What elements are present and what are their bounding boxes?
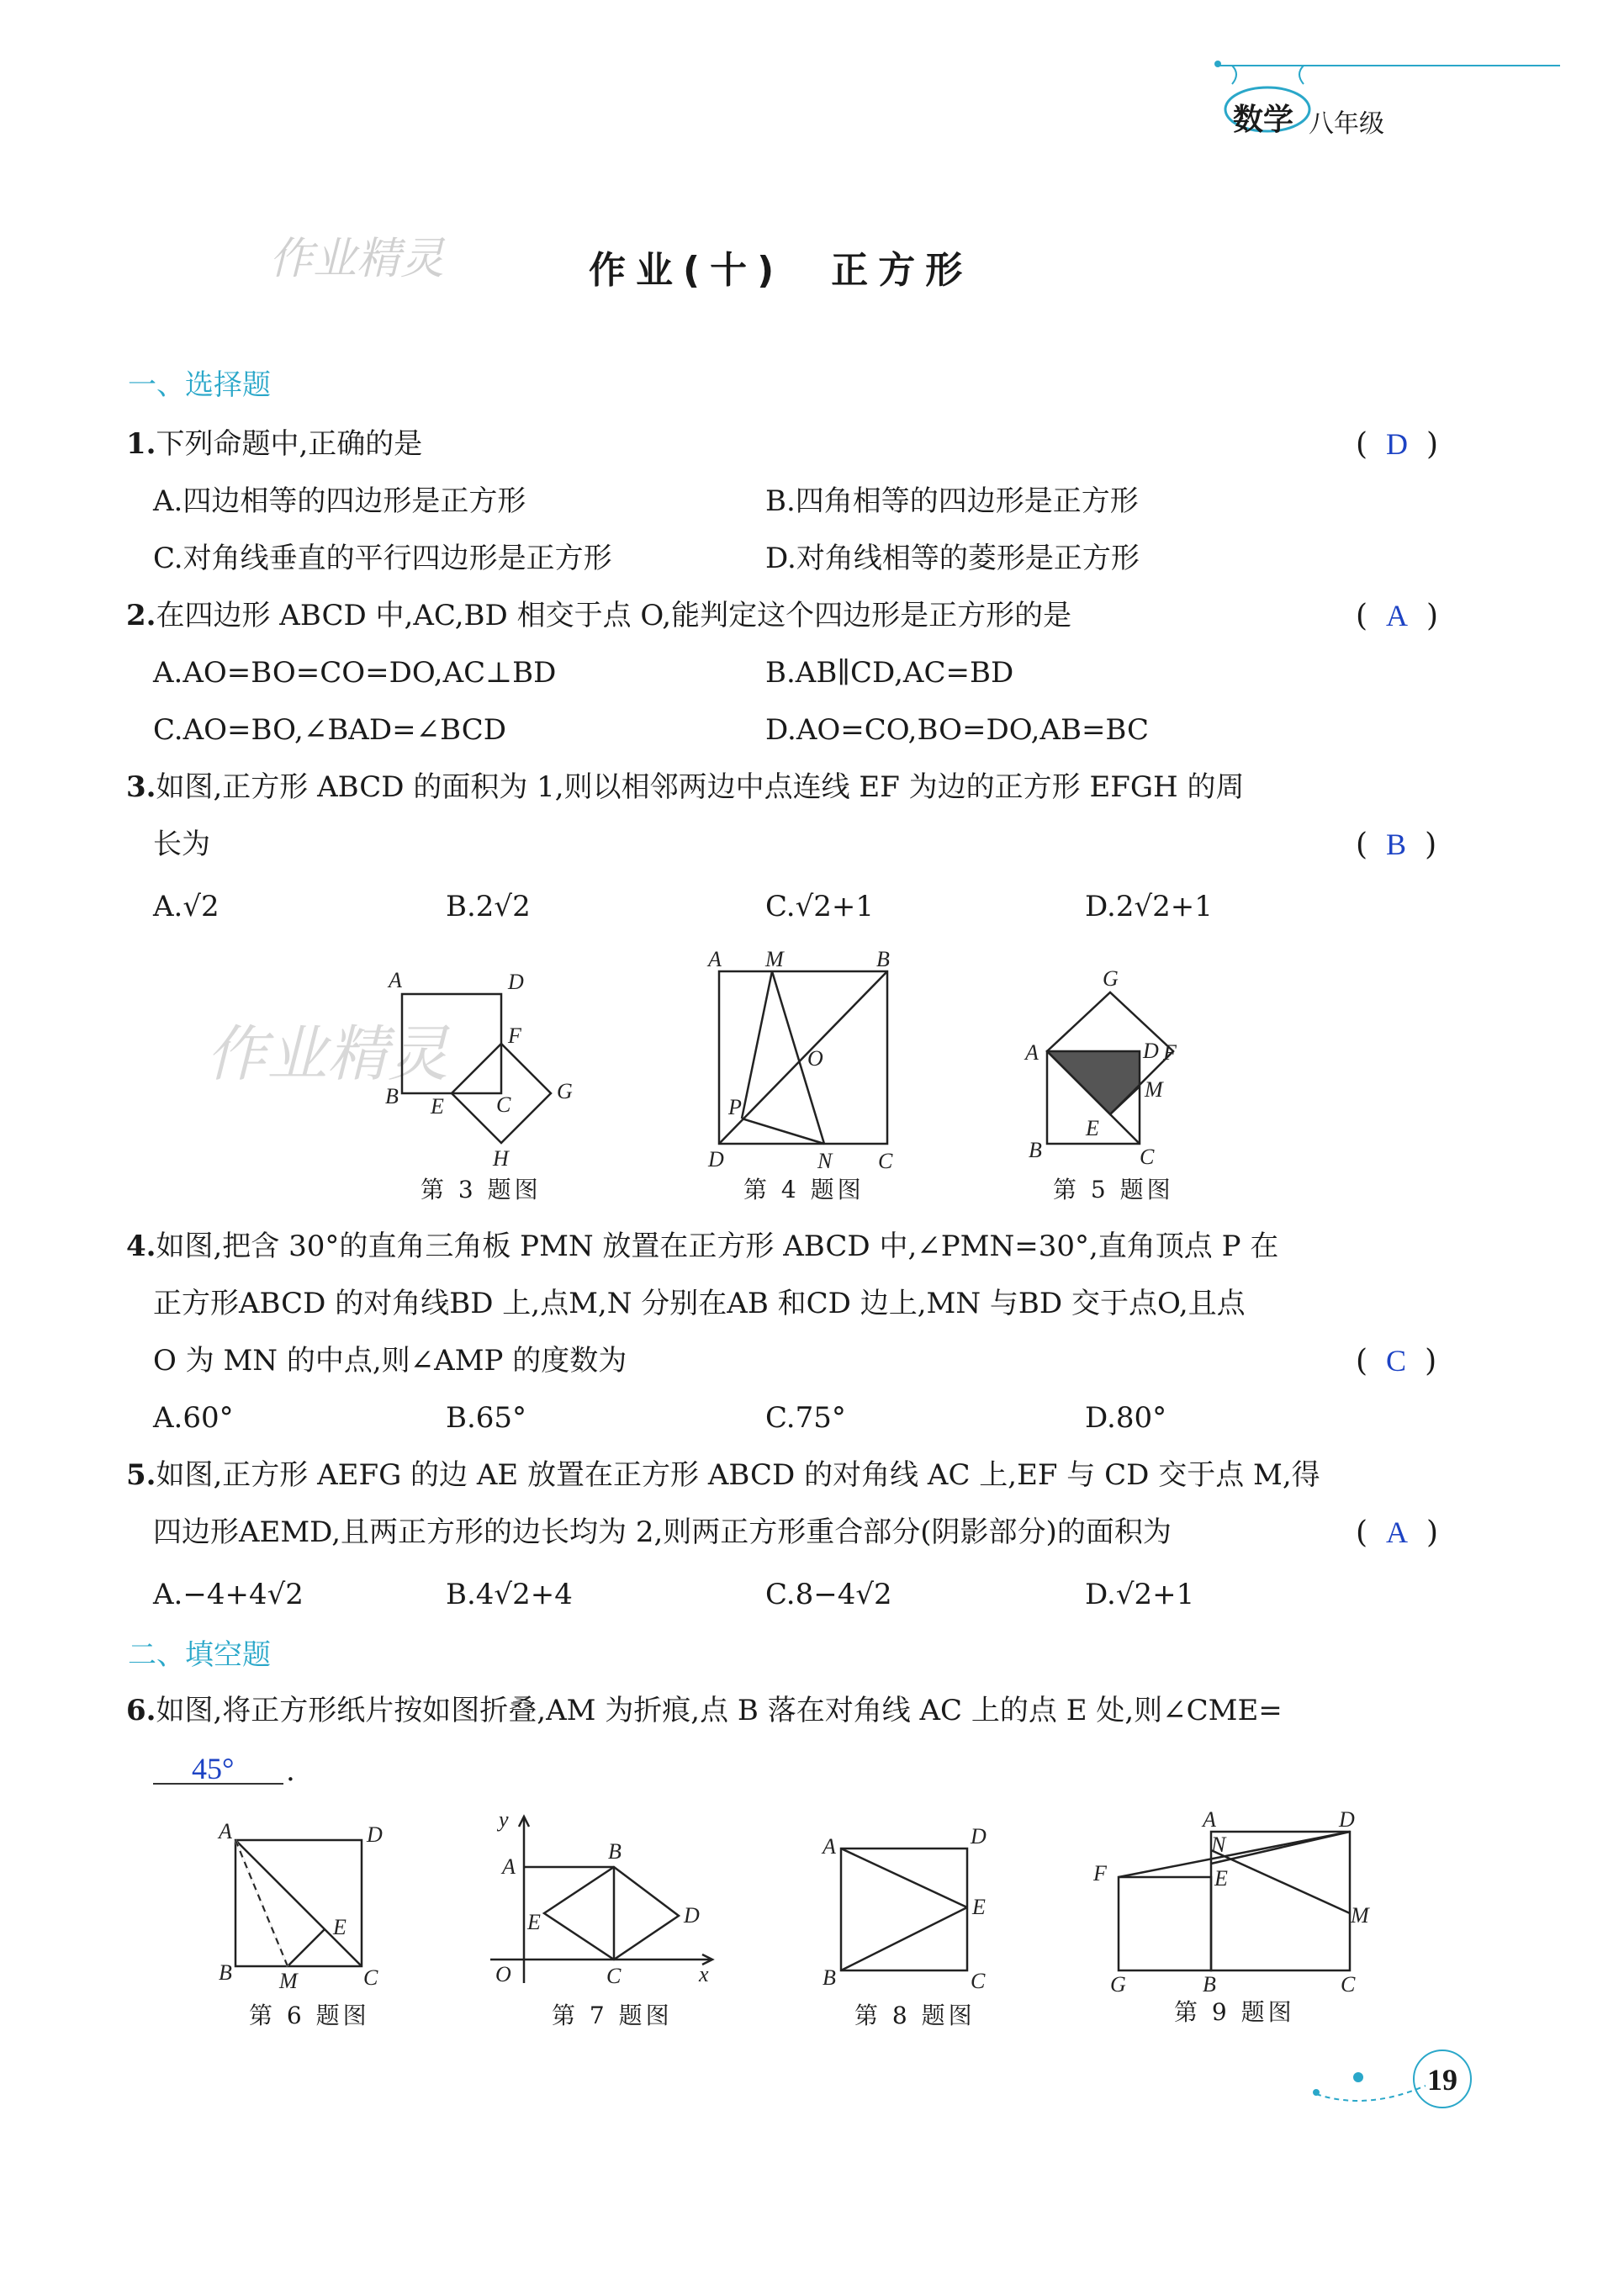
fig5-label-a: A xyxy=(1025,1040,1039,1065)
q5-option-a: A.−4+4√2 xyxy=(153,1578,304,1611)
fig4-label-a: A xyxy=(708,947,722,971)
q5-text2: 四边形AEMD,且两正方形的边长均为 2,则两正方形重合部分(阴影部分)的面积为 xyxy=(153,1515,1172,1549)
q1-answer-bracket: ( D ) xyxy=(1356,427,1439,462)
page-title: 作业(十) 正方形 xyxy=(589,249,973,292)
q4-option-c: C.75° xyxy=(765,1401,846,1435)
fig6-label-b: B xyxy=(219,1960,232,1985)
q6-answer: 45° xyxy=(192,1752,235,1785)
figure-7 xyxy=(484,1808,727,1993)
fig4-label-c: C xyxy=(878,1149,893,1173)
fig7-label-o: O xyxy=(495,1962,511,1986)
figure-3 xyxy=(370,959,597,1177)
q6-number: 6. xyxy=(126,1694,156,1727)
fig3-label-h: H xyxy=(493,1146,509,1171)
q4-text1: 如图,把含 30°的直角三角板 PMN 放置在正方形 ABCD 中,∠PMN=30°,直角顶点 P 在 xyxy=(156,1230,1279,1263)
fig7-label-a: A xyxy=(502,1854,516,1879)
q4-number: 4. xyxy=(126,1230,156,1263)
q5-answer-bracket: ( A ) xyxy=(1356,1515,1439,1550)
fig5-label-d: D xyxy=(1143,1039,1159,1063)
caption-fig9: 第 9 题图 xyxy=(1174,1998,1295,2026)
fig4-label-m: M xyxy=(765,947,784,971)
watermark-title: 作业精灵 xyxy=(269,234,445,284)
q3-stem-line1 xyxy=(126,769,1244,806)
q6-text: 如图,将正方形纸片按如图折叠,AM 为折痕,点 B 落在对角线 AC 上的点 E 处,则∠CME= xyxy=(156,1694,1283,1727)
fig5-label-b: B xyxy=(1029,1138,1042,1162)
caption-fig8: 第 8 题图 xyxy=(854,2002,976,2029)
figure-9 xyxy=(1085,1808,1371,1993)
fig5-label-m: M xyxy=(1145,1077,1163,1102)
figure-4 xyxy=(698,946,908,1173)
fig7-label-c: C xyxy=(606,1964,622,1988)
q3-number: 3. xyxy=(126,770,156,804)
q5-stem-line1 xyxy=(126,1457,1320,1494)
caption-fig6: 第 6 题图 xyxy=(249,2002,370,2029)
watermark-figure: 作业精灵 xyxy=(206,1018,449,1089)
fig4-label-d: D xyxy=(708,1147,724,1172)
fig5-label-c: C xyxy=(1140,1145,1155,1169)
figure-6 xyxy=(210,1817,395,1993)
fig4-label-p: P xyxy=(728,1095,742,1119)
q5-answer: A xyxy=(1386,1515,1409,1549)
fig9-label-n: N xyxy=(1211,1833,1226,1857)
q1-number: 1. xyxy=(126,427,156,461)
header-subject: 数学 xyxy=(1233,103,1294,137)
q1-text: 下列命题中,正确的是 xyxy=(156,427,423,461)
q4-answer: C xyxy=(1386,1344,1407,1378)
fig4-label-n: N xyxy=(817,1149,833,1173)
fig3-label-f: F xyxy=(508,1023,521,1048)
q4-stem-line1 xyxy=(126,1228,1278,1265)
q1-option-a: A.四边相等的四边形是正方形 xyxy=(153,484,526,518)
q5-number: 5. xyxy=(126,1458,156,1492)
fig8-label-a: A xyxy=(823,1834,836,1859)
page-number: 19 xyxy=(1427,2063,1457,2097)
q1-option-c: C.对角线垂直的平行四边形是正方形 xyxy=(153,542,612,575)
q2-option-a: A.AO=BO=CO=DO,AC⊥BD xyxy=(153,656,557,690)
q2-number: 2. xyxy=(126,599,156,632)
q4-text2: 正方形ABCD 的对角线BD 上,点M,N 分别在AB 和CD 边上,MN 与BD 交于点O,且点 xyxy=(153,1287,1246,1320)
q3-option-d: D.2√2+1 xyxy=(1085,890,1213,923)
q4-option-d: D.80° xyxy=(1085,1401,1167,1435)
q5-option-b: B.4√2+4 xyxy=(446,1578,573,1611)
figure-8 xyxy=(816,1817,1009,1993)
fig7-label-d: D xyxy=(684,1903,700,1928)
q1-stem xyxy=(126,426,422,463)
q6-period: . xyxy=(286,1754,295,1788)
fig5-label-e: E xyxy=(1086,1116,1099,1140)
fig6-label-e: E xyxy=(333,1915,346,1939)
q3-text1: 如图,正方形 ABCD 的面积为 1,则以相邻两边中点连线 EF 为边的正方形 EFGH 的周 xyxy=(156,770,1245,804)
section-choice: 一、选择题 xyxy=(128,368,271,402)
caption-fig3: 第 3 题图 xyxy=(421,1176,542,1203)
fig9-label-b: B xyxy=(1203,1972,1216,1993)
fig7-label-e: E xyxy=(527,1910,541,1934)
fig3-label-b: B xyxy=(385,1084,399,1108)
section-fill: 二、填空题 xyxy=(128,1638,271,1672)
fig5-label-f: F xyxy=(1163,1040,1177,1065)
fig3-label-d: D xyxy=(508,970,524,994)
q5-text1: 如图,正方形 AEFG 的边 AE 放置在正方形 ABCD 的对角线 AC 上,EF 与 CD 交于点 M,得 xyxy=(156,1458,1320,1492)
q2-answer-bracket: ( A ) xyxy=(1356,599,1439,633)
fig3-label-a: A xyxy=(389,968,402,992)
fig6-label-d: D xyxy=(367,1822,383,1847)
q6-stem xyxy=(126,1692,1283,1729)
fig9-label-g: G xyxy=(1110,1972,1126,1993)
fig6-label-a: A xyxy=(219,1819,232,1843)
fig3-label-e: E xyxy=(431,1094,444,1119)
fig6-label-m: M xyxy=(279,1969,298,1993)
fig4-label-o: O xyxy=(807,1046,823,1071)
q4-answer-bracket: ( C ) xyxy=(1356,1344,1437,1378)
header-grade: 八年级 xyxy=(1309,109,1384,139)
fig7-label-b: B xyxy=(608,1839,622,1864)
fig9-label-d: D xyxy=(1339,1808,1355,1832)
q4-text3: O 为 MN 的中点,则∠AMP 的度数为 xyxy=(153,1344,627,1378)
fig8-label-b: B xyxy=(823,1965,836,1990)
q5-option-c: C.8−4√2 xyxy=(765,1578,892,1611)
q2-stem xyxy=(126,597,1071,634)
fig8-label-e: E xyxy=(972,1895,986,1919)
q2-answer: A xyxy=(1386,599,1409,632)
fig7-label-y: y xyxy=(499,1808,509,1832)
fig7-label-x: x xyxy=(699,1962,709,1986)
q5-option-d: D.√2+1 xyxy=(1085,1578,1195,1611)
caption-fig7: 第 7 题图 xyxy=(552,2002,673,2029)
caption-fig4: 第 4 题图 xyxy=(743,1176,865,1203)
q3-answer: B xyxy=(1386,828,1407,861)
q2-option-b: B.AB∥CD,AC=BD xyxy=(765,656,1014,690)
fig4-label-b: B xyxy=(876,947,890,971)
q1-answer: D xyxy=(1386,427,1409,461)
fig3-label-g: G xyxy=(557,1079,573,1103)
q2-option-c: C.AO=BO,∠BAD=∠BCD xyxy=(153,713,506,747)
fig6-label-c: C xyxy=(363,1965,378,1990)
q3-option-a: A.√2 xyxy=(153,890,220,923)
fig8-label-d: D xyxy=(971,1824,987,1849)
fig3-label-c: C xyxy=(496,1092,511,1117)
q4-option-b: B.65° xyxy=(446,1401,527,1435)
fig9-label-a: A xyxy=(1203,1808,1216,1832)
q3-answer-bracket: ( B ) xyxy=(1356,828,1437,862)
q2-option-d: D.AO=CO,BO=DO,AB=BC xyxy=(765,713,1150,747)
fig8-label-c: C xyxy=(971,1969,986,1993)
fig9-label-m: M xyxy=(1351,1903,1369,1928)
q1-option-b: B.四角相等的四边形是正方形 xyxy=(765,484,1139,518)
q2-text: 在四边形 ABCD 中,AC,BD 相交于点 O,能判定这个四边形是正方形的是 xyxy=(156,599,1072,632)
q3-option-b: B.2√2 xyxy=(446,890,531,923)
fig5-label-g: G xyxy=(1103,966,1119,991)
figure-5 xyxy=(1022,959,1207,1177)
q3-text2: 长为 xyxy=(153,828,210,861)
q3-option-c: C.√2+1 xyxy=(765,890,875,923)
fig9-label-c: C xyxy=(1341,1972,1356,1993)
fig9-label-e: E xyxy=(1214,1866,1228,1891)
caption-fig5: 第 5 题图 xyxy=(1053,1176,1174,1203)
q1-option-d: D.对角线相等的菱形是正方形 xyxy=(765,542,1140,575)
q4-option-a: A.60° xyxy=(153,1401,234,1435)
fig9-label-f: F xyxy=(1093,1861,1107,1886)
